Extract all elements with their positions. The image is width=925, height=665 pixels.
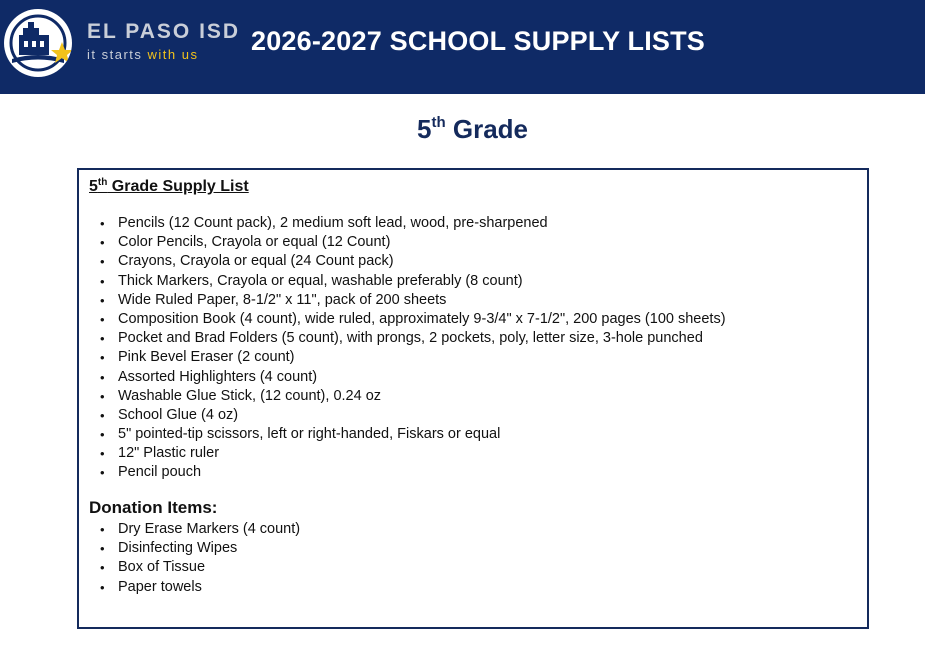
bullet: • [100,331,105,347]
list-item [79,406,859,425]
grade-suffix: th [431,114,446,131]
list-item [79,539,859,558]
grade-title [0,114,925,145]
item-text: 5" pointed-tip scissors, left or right-handed, Fiskars or equal [118,426,501,443]
list-item [79,387,859,406]
bullet: • [100,273,105,289]
bullet: • [100,407,105,423]
bullet: • [100,311,105,327]
brand-tagline [87,47,198,62]
item-text: Dry Erase Markers (4 count) [118,521,301,537]
list-item [79,444,859,463]
item-text: Color Pencils, Crayola or equal (12 Count) [118,234,391,251]
tagline-accent: with us [147,47,199,62]
heading-rest: Grade Supply List [107,178,249,195]
list-item [79,520,859,539]
item-text: Paper towels [118,578,202,595]
supply-items [79,214,859,483]
item-text: Pocket and Brad Folders (5 count), with prongs, 2 pockets, poly, letter size, 3-hole punched [118,330,703,347]
item-text: Crayons, Crayola or equal (24 Count pack) [118,253,394,270]
bullet: • [100,541,105,557]
item-text: Assorted Highlighters (4 count) [118,368,318,385]
list-item [79,272,859,291]
header-banner [0,0,925,94]
grade-number: 5 [416,114,432,144]
list-item [79,214,859,233]
list-item [79,291,859,310]
grade-word: Grade [452,114,529,144]
donation-items [79,520,859,597]
item-text: Pencils (12 Count pack), 2 medium soft lead, wood, pre-sharpened [118,215,548,231]
bullet: • [100,388,105,404]
bullet: • [100,465,105,481]
item-text: 12" Plastic ruler [118,445,220,462]
list-item [79,310,859,329]
list-item [79,233,859,252]
bullet: • [100,292,105,308]
list-item [79,348,859,367]
bullet: • [100,369,105,385]
item-text: Washable Glue Stick, (12 count), 0.24 oz [118,387,382,404]
list-item [79,329,859,348]
heading-number: 5 [89,178,98,195]
supply-list-heading [89,177,249,196]
item-text: School Glue (4 oz) [118,406,239,423]
bullet: • [100,350,105,366]
item-text: Pink Bevel Eraser (2 count) [118,349,295,366]
item-text: Pencil pouch [118,464,202,481]
list-item [79,558,859,577]
bullet: • [100,216,105,231]
donation-heading: Donation Items: [89,498,218,517]
list-item [79,578,859,597]
el-paso-isd-logo-icon [4,9,72,77]
item-text: Disinfecting Wipes [118,540,238,557]
bullet: • [100,522,105,537]
brand-name: EL PASO ISD [87,20,241,43]
bullet: • [100,235,105,251]
item-text: Wide Ruled Paper, 8-1/2" x 11", pack of 200 sheets [118,291,447,308]
bullet: • [100,254,105,270]
item-text: Box of Tissue [118,559,206,576]
bullet: • [100,427,105,443]
item-text: Thick Markers, Crayola or equal, washable preferably (8 count) [118,272,523,289]
bullet: • [100,446,105,462]
item-text: Composition Book (4 count), wide ruled, approximately 9-3/4" x 7-1/2", 200 pages (100 sheets) [118,310,726,327]
tagline-plain: it starts [87,47,148,62]
supply-list-box [77,168,869,629]
list-item [79,463,859,482]
list-item [79,368,859,387]
heading-suffix: th [97,177,108,188]
list-item [79,252,859,271]
list-item [79,425,859,444]
bullet: • [100,579,105,595]
page-title: 2026-2027 SCHOOL SUPPLY LISTS [251,26,706,56]
bullet: • [100,560,105,576]
